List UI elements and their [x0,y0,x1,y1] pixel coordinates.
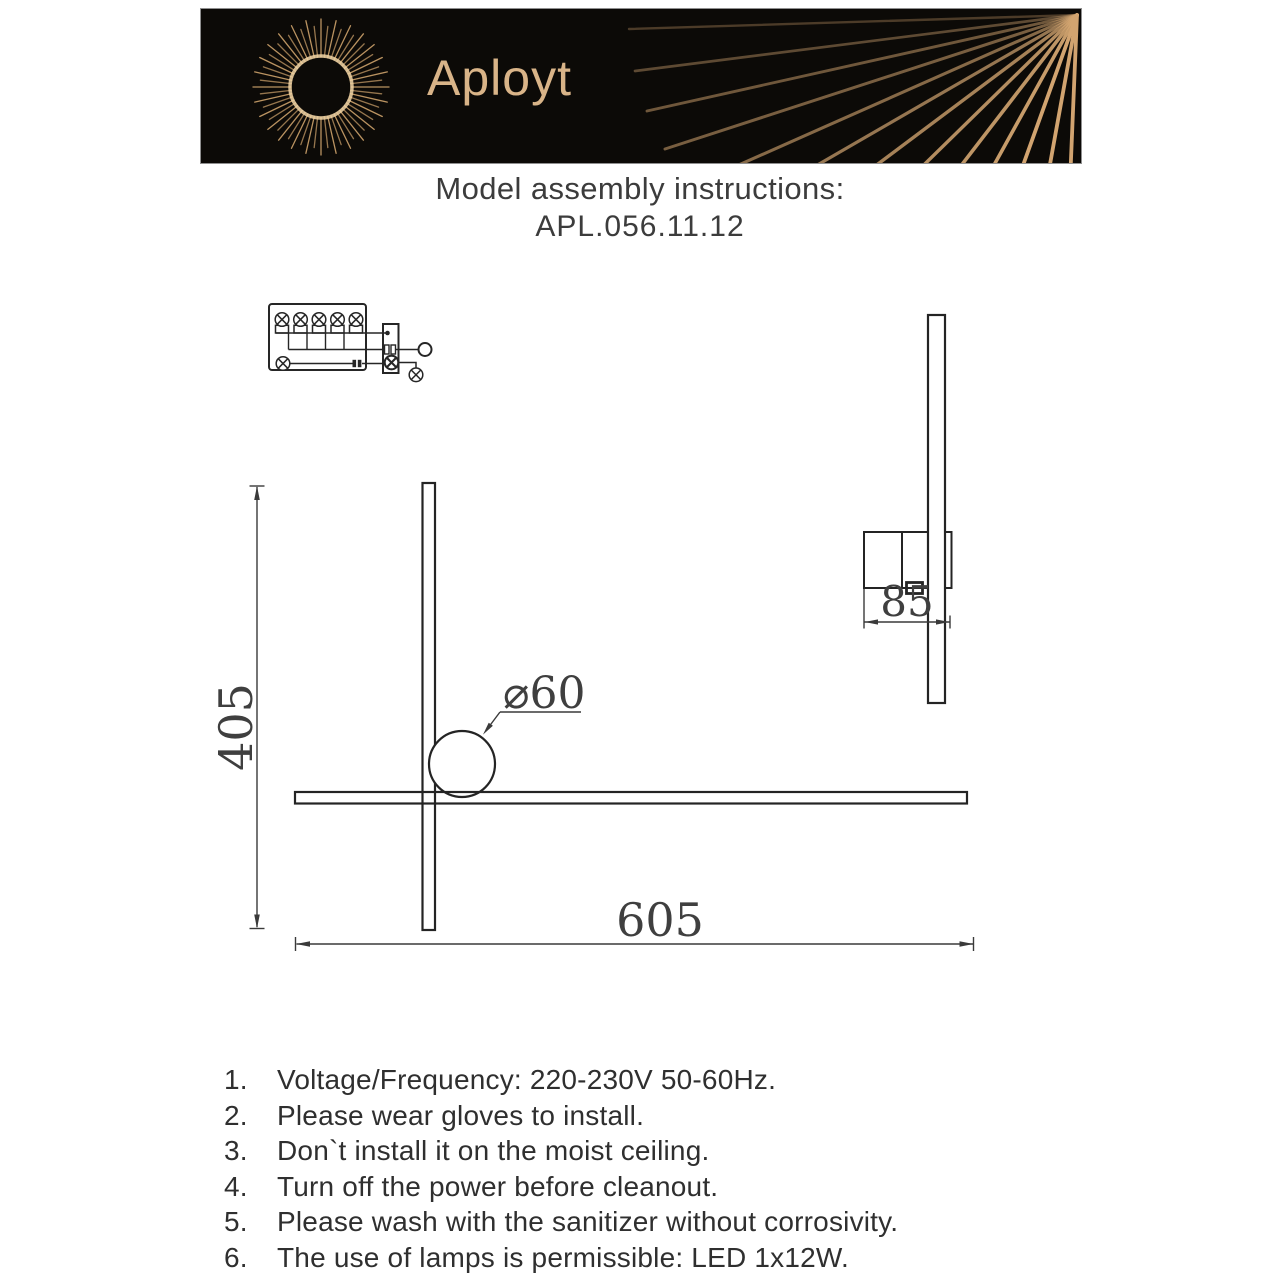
ground-screw-icon [276,357,290,371]
dim-depth-label: 85 [880,577,934,626]
dim-diameter [483,668,585,735]
instruction-list [224,1063,1074,1277]
dim-605 [296,893,974,951]
item-text: The use of lamps is permissible: LED 1x12W. [277,1241,849,1273]
item-text: Voltage/Frequency: 220-230V 50-60Hz. [277,1064,777,1095]
wire-junction-dot [385,331,390,336]
item-number: 6. [224,1241,248,1273]
item-text: Turn off the power before cleanout. [277,1170,719,1202]
dim-height-label: 405 [209,683,263,771]
vertical-tube [423,483,436,930]
wire-bead [358,360,362,367]
dim-length-label: 605 [616,893,704,947]
lamp-ball-symbol [419,343,432,356]
item-text: Please wear gloves to install. [277,1099,645,1131]
horizontal-tube [295,792,967,804]
screw-terminal-icon [331,313,345,333]
screw-terminal-icon [349,313,363,333]
model-number: APL.056.11.12 [535,210,745,243]
side-view [864,315,952,703]
list-item [224,1205,1074,1241]
wall-bracket [945,532,952,588]
technical-drawing [200,280,1020,980]
list-item [224,1170,1074,1206]
list-item [224,1241,1074,1277]
screw-terminal-icon [275,313,289,333]
ball-diffuser [429,731,495,797]
item-number: 5. [224,1206,248,1238]
list-item [224,1134,1074,1170]
item-number: 2. [224,1099,248,1131]
item-text: Please wash with the sanitizer without corrosivity. [277,1206,899,1238]
screw-terminal-icon [294,313,308,333]
contact-pin [391,345,396,354]
ground-screw-icon [409,368,423,382]
item-number: 1. [224,1064,248,1095]
side-tube [928,315,945,703]
item-text: Don`t install it on the moist ceiling. [277,1135,710,1167]
item-number: 3. [224,1135,248,1167]
item-number: 4. [224,1170,248,1202]
contact-pin [385,345,390,354]
screw-terminal-icon [312,313,326,333]
wire-bead [353,360,357,367]
dim-405 [209,486,265,929]
brand-logotype: Aployt [427,50,572,106]
wiring-diagram [269,304,432,382]
dim-diameter-label: ⌀60 [503,668,586,719]
driver-screw-icon [385,356,399,370]
list-item [224,1063,1074,1099]
brand-banner [200,8,1082,164]
front-view [295,483,967,930]
rays-decoration-icon [200,9,1081,164]
page-title: Model assembly instructions: [435,171,845,206]
list-item [224,1099,1074,1135]
title-block [0,172,1280,243]
